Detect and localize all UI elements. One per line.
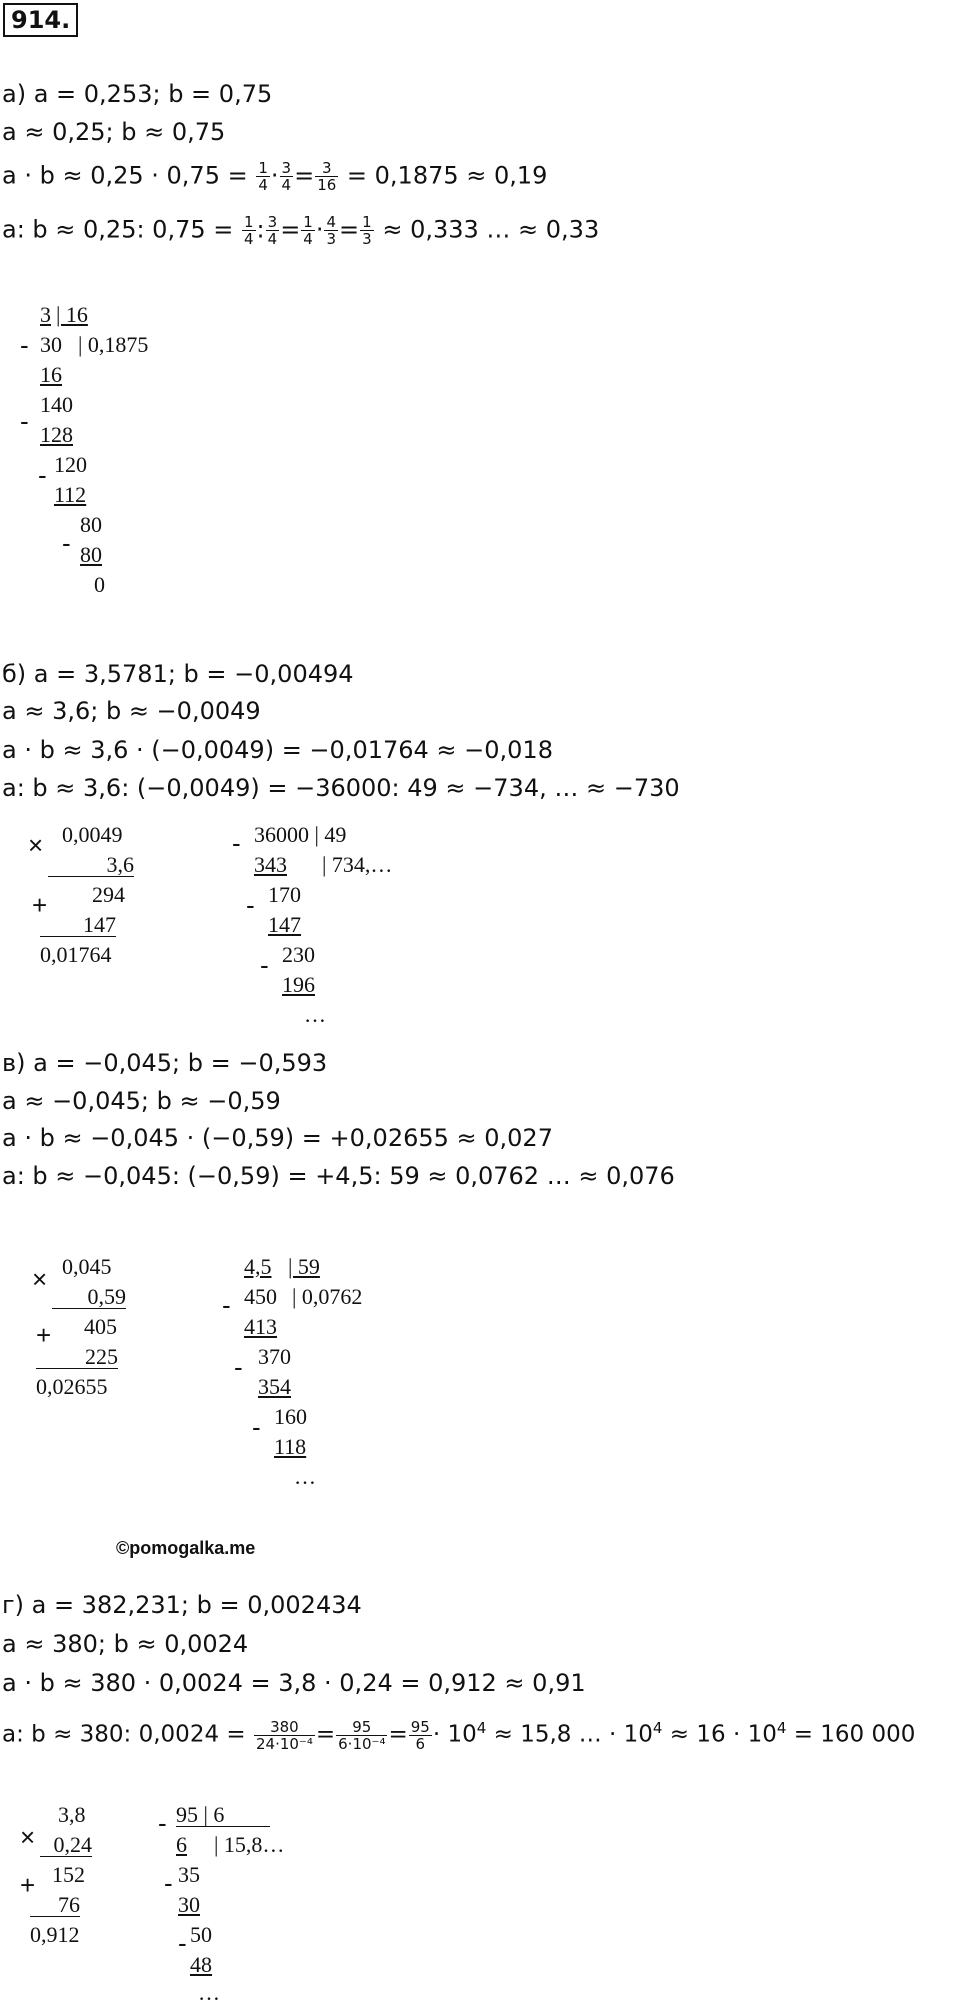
minus-sign: - <box>232 828 241 858</box>
factor: 3,6 <box>48 854 134 877</box>
plus-sign: + <box>32 890 48 920</box>
minus-sign: - <box>246 890 255 920</box>
minus-sign: - <box>260 950 269 980</box>
step-value: 343 <box>254 852 287 877</box>
part-v-given: в) a = −0,045; b = −0,593 <box>2 1049 328 1077</box>
step-value: 120 <box>54 452 87 477</box>
dividend-divisor: 36000 | 49 <box>254 822 347 847</box>
fraction: $\frac{1}{4}$ <box>258 159 268 194</box>
quotient: | 0,0762 <box>292 1284 363 1309</box>
step-value: 80 <box>80 542 102 567</box>
step-value: 170 <box>268 882 301 907</box>
partial-product: 76 <box>30 1894 80 1917</box>
part-b-given: б) a = 3,5781; b = −0,00494 <box>2 660 354 688</box>
partial-product: 147 <box>40 914 116 937</box>
step-value: 196 <box>282 972 315 997</box>
fraction: $\frac{95}{6}$ <box>410 1717 430 1753</box>
product: 0,912 <box>30 1922 80 1947</box>
times-sign: × <box>32 1264 48 1294</box>
minus-sign: - <box>20 330 29 360</box>
partial-product: 405 <box>84 1314 117 1339</box>
part-a-product: a · b ≈ 0,25 · 0,75 = $\frac{1}{4}$ · $\frac{3}{4}$ = $\frac{3}{16}$ = 0,1875 ≈ 0,19 <box>2 159 548 194</box>
step-value: 48 <box>190 1952 212 1977</box>
fraction: $\frac{3}{4}$ <box>281 159 292 194</box>
minus-sign: - <box>178 1928 187 1958</box>
quotient: | 15,8… <box>214 1832 285 1857</box>
part-g-quotient: a: b ≈ 380: 0,0024 = $\frac{380}{\text{24·10⁻⁴}}$ = $\frac{95}{\text{6·10⁻⁴}}$ = $\frac{95}{6}$ · $10^4 \approx 15,8$ … · $10^4 \approx 16 \cdot 10^4 = 160$ 000 <box>2 1717 916 1753</box>
step-value: 370 <box>258 1344 291 1369</box>
divisor: | 16 <box>56 302 88 327</box>
problem-number: 914. <box>3 3 78 37</box>
minus-sign: - <box>252 1412 261 1442</box>
divisor: | 59 <box>288 1254 320 1279</box>
factor: 0,045 <box>62 1254 112 1279</box>
ellipsis: … <box>294 1464 316 1489</box>
fraction: $\frac{1}{4}$ <box>244 213 254 248</box>
step-value: 80 <box>80 512 102 537</box>
step-value: 450 <box>244 1284 277 1309</box>
part-g-product: a · b ≈ 380 · 0,0024 = 3,8 · 0,24 = 0,912 ≈ 0,91 <box>2 1669 586 1697</box>
ellipsis: … <box>304 1002 326 1027</box>
step-value: 16 <box>40 362 62 387</box>
minus-sign: - <box>62 528 71 558</box>
watermark: ©pomogalka.me <box>116 1538 256 1558</box>
fraction: $\frac{380}{\text{24·10⁻⁴}}$ <box>255 1717 313 1753</box>
fraction: $\frac{3}{16}$ <box>317 159 337 194</box>
part-v-product: a · b ≈ −0,045 · (−0,59) = +0,02655 ≈ 0,027 <box>2 1124 553 1152</box>
part-a-quotient-post: ≈ 0,333 … ≈ 0,33 <box>382 215 600 244</box>
part-a-product-pre: a · b ≈ 0,25 · 0,75 = <box>2 161 248 190</box>
step-value: 118 <box>274 1434 307 1459</box>
ellipsis: … <box>198 1980 220 2005</box>
step-value: 128 <box>40 422 73 447</box>
step-value: 413 <box>244 1314 277 1339</box>
part-v-rounded: a ≈ −0,045; b ≈ −0,59 <box>2 1087 281 1115</box>
step-value: 160 <box>274 1404 307 1429</box>
factor: 3,8 <box>58 1802 86 1827</box>
partial-product: 225 <box>36 1346 118 1369</box>
part-a-product-post: = 0,1875 ≈ 0,19 <box>346 161 548 190</box>
minus-sign: - <box>222 1290 231 1320</box>
dividend: 4,5 <box>244 1254 272 1279</box>
part-g-quotient-pre: a: b ≈ 380: 0,0024 = <box>2 1721 246 1748</box>
part-b-product: a · b ≈ 3,6 · (−0,0049) = −0,01764 ≈ −0,018 <box>2 736 553 764</box>
part-b-rounded: a ≈ 3,6; b ≈ −0,0049 <box>2 697 261 725</box>
step-value: 30 <box>178 1892 200 1917</box>
times-sign: × <box>20 1822 36 1852</box>
step-value: 140 <box>40 392 73 417</box>
minus-sign: - <box>38 460 47 490</box>
step-value: 354 <box>258 1374 291 1399</box>
step-value: 50 <box>190 1922 212 1947</box>
step-value: 35 <box>178 1862 200 1887</box>
step-value: 230 <box>282 942 315 967</box>
plus-sign: + <box>20 1870 36 1900</box>
step-value: 112 <box>54 482 87 507</box>
fraction: $\frac{1}{3}$ <box>362 213 372 248</box>
part-b-quotient: a: b ≈ 3,6: (−0,0049) = −36000: 49 ≈ −734, … ≈ −730 <box>2 774 680 802</box>
remainder: 0 <box>94 572 105 597</box>
fraction: $\frac{3}{4}$ <box>267 213 278 248</box>
minus-sign: - <box>164 1868 173 1898</box>
product: 0,01764 <box>40 942 112 967</box>
times-sign: × <box>28 830 44 860</box>
part-v-quotient: a: b ≈ −0,045: (−0,59) = +4,5: 59 ≈ 0,0762 … ≈ 0,076 <box>2 1162 675 1190</box>
quotient: | 734,… <box>322 852 393 877</box>
part-g-rounded: a ≈ 380; b ≈ 0,0024 <box>2 1630 249 1658</box>
factor: 0,59 <box>52 1286 126 1309</box>
fraction: $\frac{1}{4}$ <box>303 213 313 248</box>
factor: 0,0049 <box>62 822 123 847</box>
part-a-rounded: a ≈ 0,25; b ≈ 0,75 <box>2 118 226 146</box>
part-a-quotient-pre: a: b ≈ 0,25: 0,75 = <box>2 215 234 244</box>
product: 0,02655 <box>36 1374 108 1399</box>
dividend: 3 <box>40 302 51 327</box>
part-a-quotient: a: b ≈ 0,25: 0,75 = $\frac{1}{4}$ : $\frac{3}{4}$ = $\frac{1}{4}$ · $\frac{4}{3}$ = $\frac{1}{3}$ ≈ 0,333 … ≈ 0,33 <box>2 213 600 248</box>
minus-sign: - <box>234 1352 243 1382</box>
partial-product: 294 <box>92 882 125 907</box>
minus-sign: - <box>158 1808 167 1838</box>
step-value: 6 <box>176 1832 187 1857</box>
minus-sign: - <box>20 406 29 436</box>
dividend-divisor: 95 | 6 <box>176 1804 270 1827</box>
step-value: 147 <box>268 912 301 937</box>
step-value: 30 <box>40 332 62 357</box>
part-a-given: а) a = 0,253; b = 0,75 <box>2 80 273 108</box>
plus-sign: + <box>36 1320 52 1350</box>
part-g-given: г) a = 382,231; b = 0,002434 <box>2 1591 362 1619</box>
quotient: | 0,1875 <box>78 332 149 357</box>
fraction: $\frac{95}{\text{6·10⁻⁴}}$ <box>338 1717 386 1753</box>
factor: 0,24 <box>40 1834 92 1857</box>
partial-product: 152 <box>52 1862 85 1887</box>
fraction: $\frac{4}{3}$ <box>326 213 337 248</box>
